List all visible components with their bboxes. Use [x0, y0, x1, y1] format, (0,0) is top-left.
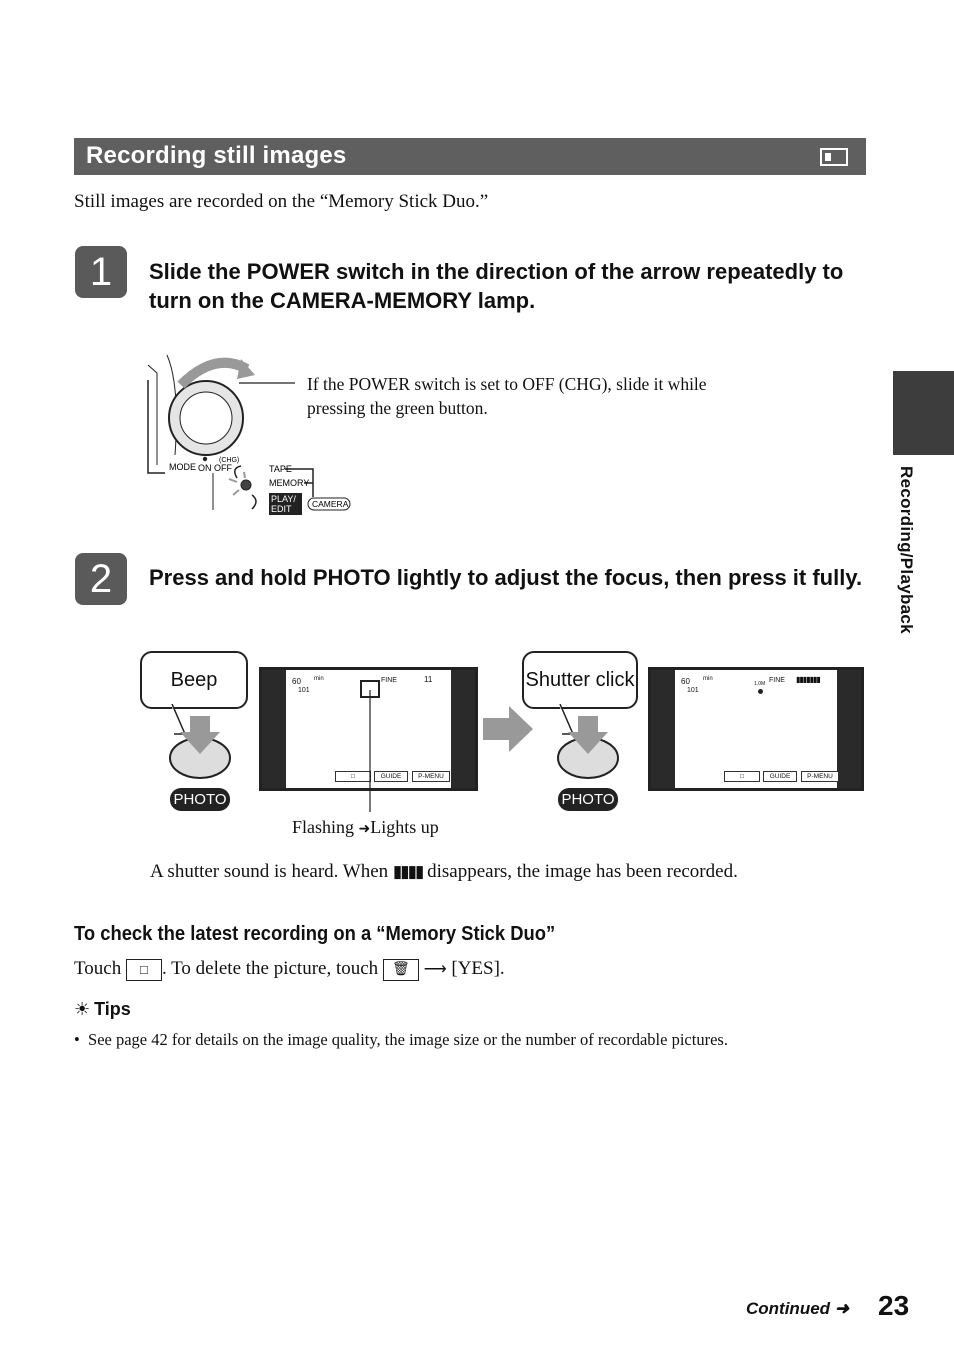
memory-label: MEMORY: [269, 478, 310, 488]
still-image-mode-icon: [820, 148, 848, 166]
pmenu-button: P-MENU: [412, 771, 450, 782]
tips-item: • See page 42 for details on the image quality, the image size or the number of recordable pictures.: [74, 1030, 728, 1049]
remaining-count: 11: [424, 675, 433, 684]
power-switch-note: If the POWER switch is set to OFF (CHG), slide it while pressing the green button.: [307, 374, 707, 418]
quality-indicator: FINE: [381, 677, 397, 684]
trash-icon: 🗑: [383, 959, 419, 981]
flashing-caption: Flashing ➜Lights up: [292, 817, 439, 837]
lcd-screen-recording: 60 min 101 1.0M FINE ▮▮▮▮▮▮▮ □ GUIDE P-MENU: [648, 667, 864, 791]
check-instructions: Touch □ . To delete the picture, touch 🗑 ⟶ [YES].: [74, 958, 505, 979]
guide-button: GUIDE: [374, 771, 408, 782]
photo-button-half-press: [160, 704, 240, 784]
review-button-small: □: [335, 771, 371, 782]
callout-line: [360, 690, 380, 815]
photo-label-2: PHOTO: [558, 788, 618, 811]
shutter-text: A shutter sound is heard. When ▮▮▮▮ disappears, the image has been recorded.: [150, 861, 738, 882]
folder-indicator: 101: [298, 687, 310, 694]
tips-label: Tips: [94, 999, 131, 1019]
arrow-right-icon: ⟶: [423, 961, 447, 978]
image-size-indicator: 1.0M: [754, 681, 766, 687]
play-edit-label-2: EDIT: [271, 504, 292, 514]
tips-header: [74, 999, 131, 1020]
focus-dot: [758, 689, 763, 694]
arrow-right-icon: ➜: [834, 1299, 850, 1318]
recording-bar-indicator: ▮▮▮▮▮▮▮: [796, 675, 820, 684]
check-heading: To check the latest recording on a “Memory Stick Duo”: [74, 923, 556, 945]
tape-label: TAPE: [269, 464, 292, 474]
chg-label: (CHG): [219, 457, 240, 464]
page-number: 23: [878, 1290, 910, 1321]
step-number-2: 2: [75, 553, 127, 605]
photo-button-full-press: [548, 704, 628, 784]
shutter-click-bubble: Shutter click: [522, 651, 638, 709]
step-number-1: 1: [75, 246, 127, 298]
step-2-heading: Press and hold PHOTO lightly to adjust the focus, then press it fully.: [149, 565, 863, 590]
recording-bar-icon: ▮▮▮▮: [392, 862, 423, 881]
mode-label: MODE: [169, 462, 196, 472]
play-edit-label-1: PLAY/: [271, 494, 296, 504]
photo-label-1: PHOTO: [170, 788, 230, 811]
continued-label: Continued ➜: [746, 1299, 850, 1318]
lcd-screen-focusing: 60 min 101 FINE 11 □ GUIDE P-MENU: [259, 667, 478, 791]
review-button-icon: □: [126, 959, 162, 981]
camera-label: CAMERA: [312, 499, 349, 509]
lightbulb-icon: ☀: [74, 999, 91, 1019]
side-tab-label: Recording/Playback: [897, 466, 916, 634]
step-1-heading: Slide the POWER switch in the direction of the arrow repeatedly to turn on the CAMERA-MEMORY lamp.: [149, 259, 844, 313]
on-off-label: ON OFF: [198, 463, 232, 473]
power-switch-illustration: [145, 345, 360, 517]
battery-indicator: 60: [292, 677, 301, 686]
side-tab-marker: [893, 371, 954, 455]
intro-text: Still images are recorded on the “Memory Stick Duo.”: [74, 191, 489, 212]
next-arrow-icon: [483, 704, 535, 754]
arrow-right-icon: ➜: [358, 822, 371, 837]
beep-bubble: Beep: [140, 651, 248, 709]
section-title: Recording still images: [86, 142, 347, 169]
